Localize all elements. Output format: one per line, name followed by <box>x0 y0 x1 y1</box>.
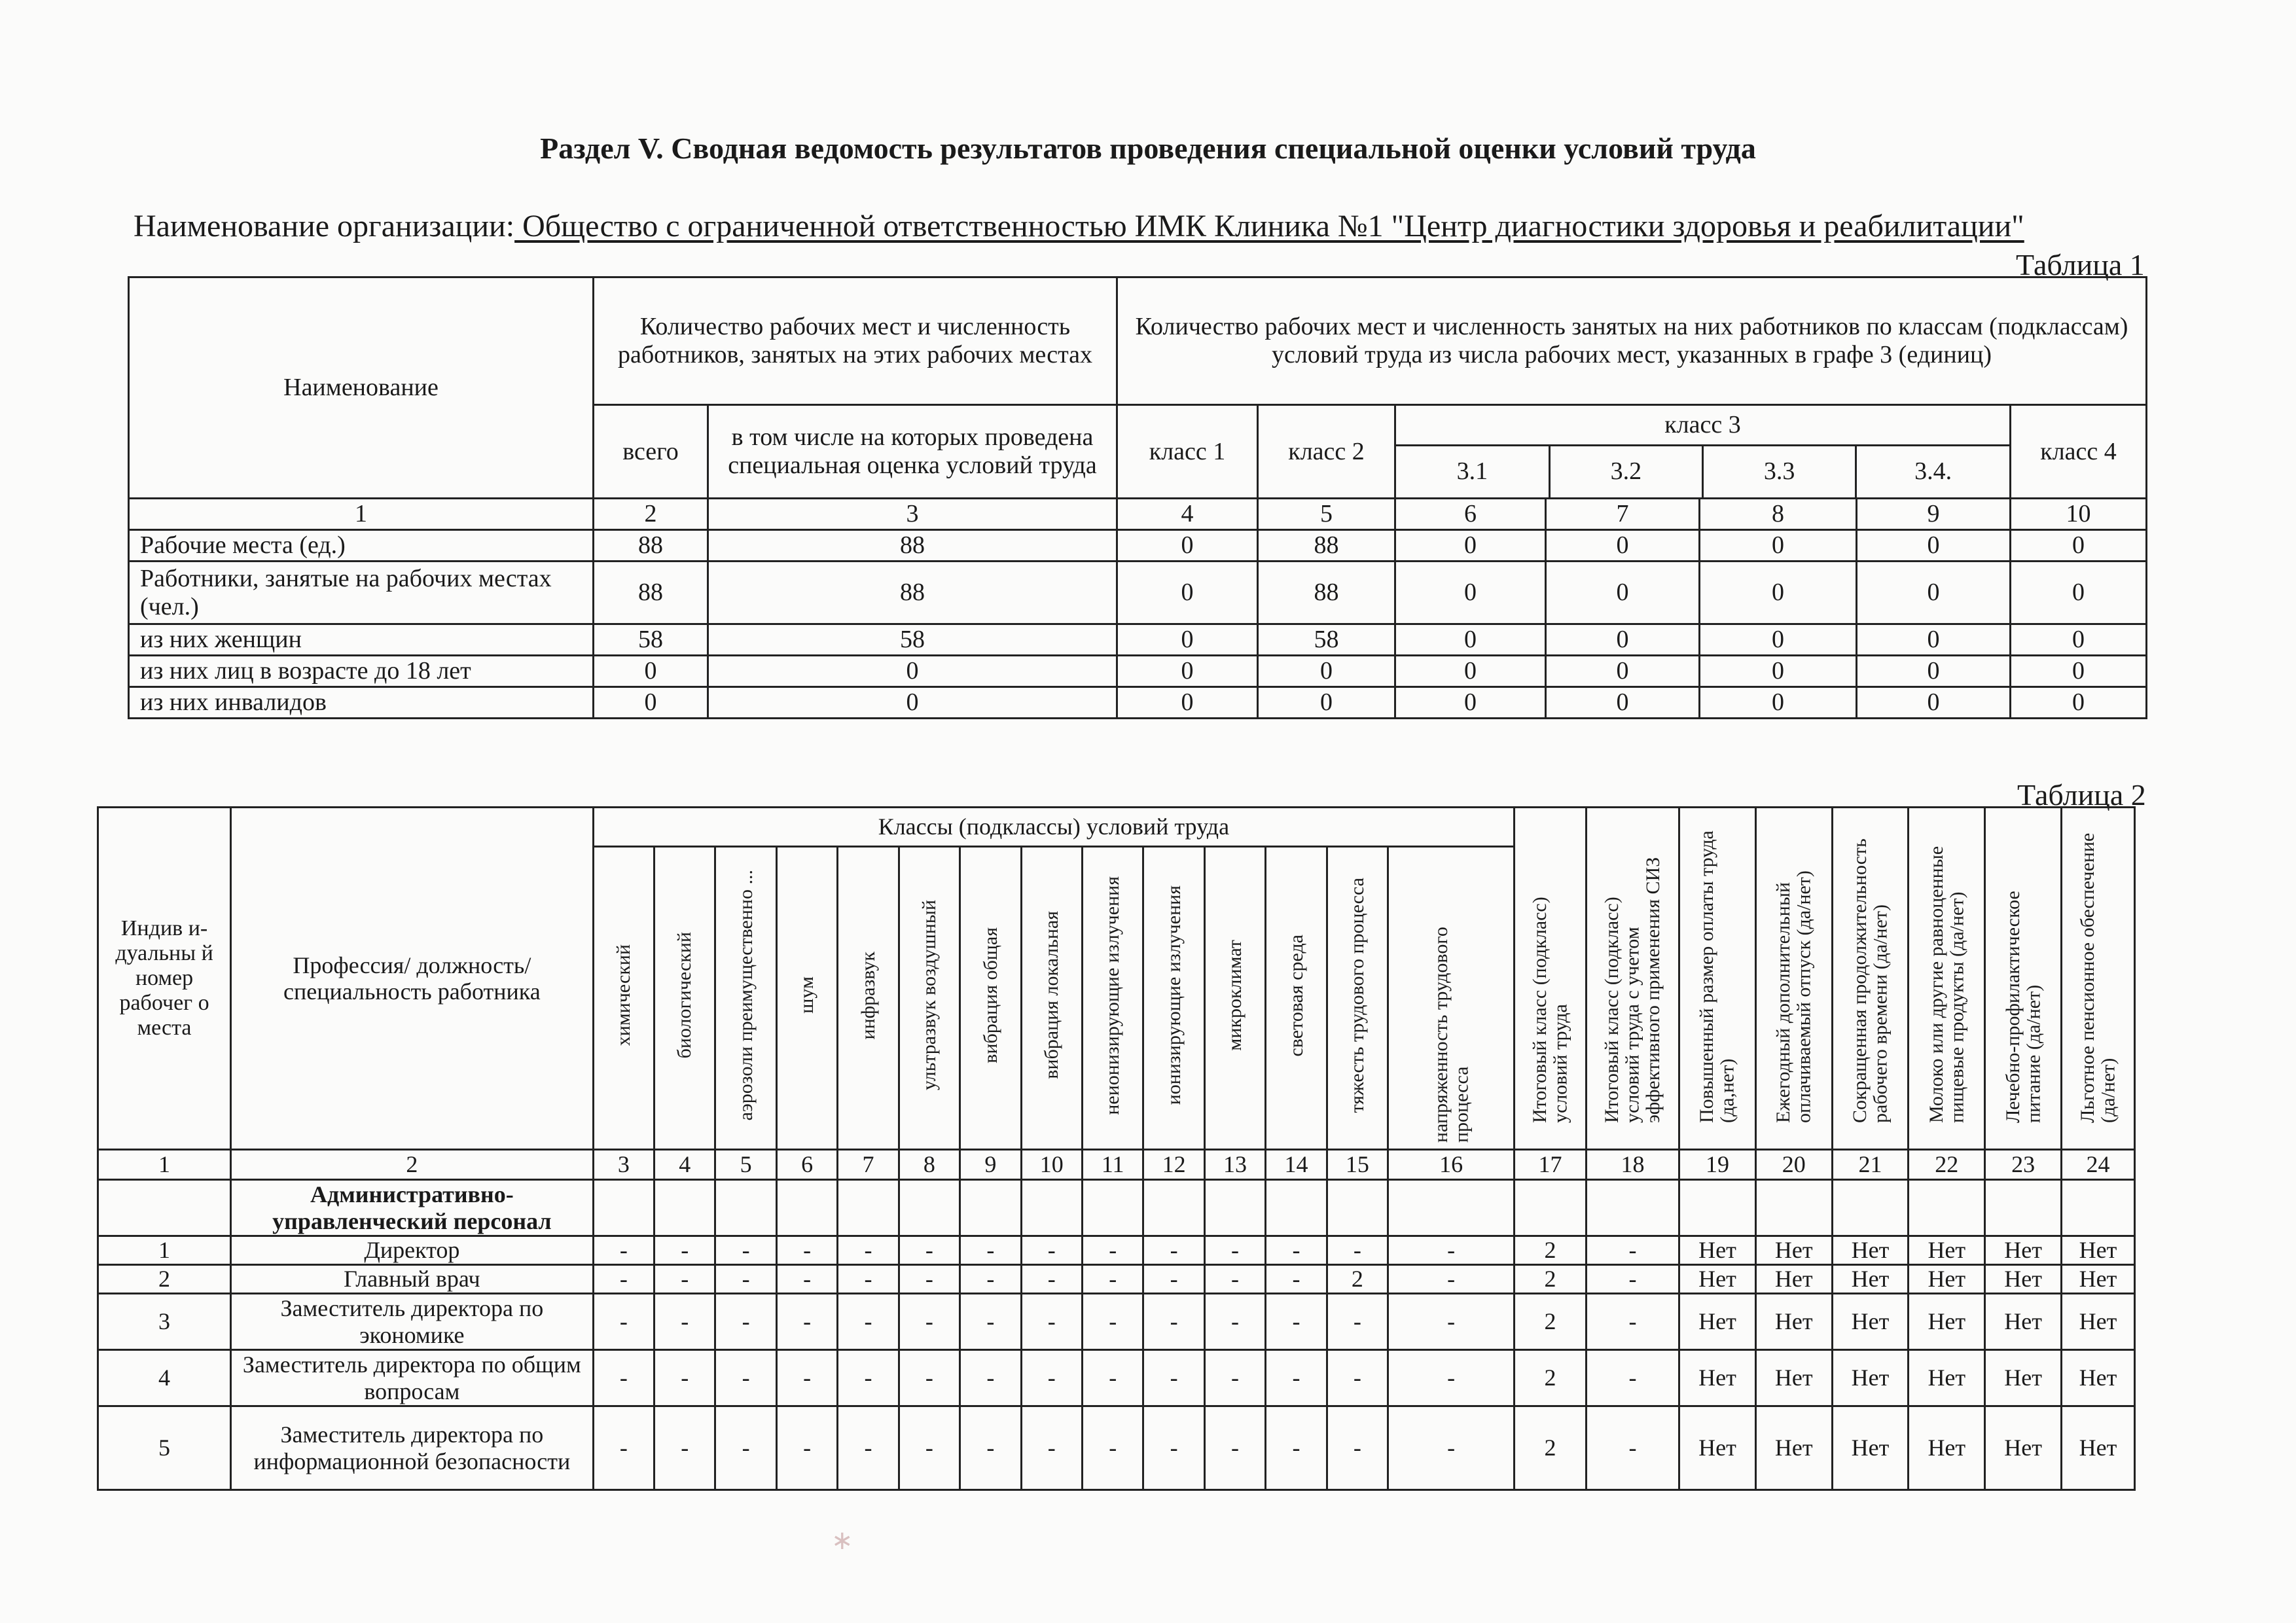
cell: Нет <box>2061 1236 2134 1265</box>
cell: 58 <box>708 624 1117 656</box>
header-profession: Профессия/ должность/ специальность работника <box>231 808 594 1150</box>
cell: - <box>593 1265 654 1294</box>
workplaces-table <box>97 806 2136 1491</box>
col-num: 2 <box>594 499 708 530</box>
factor-noise: шум <box>776 847 837 1150</box>
cell: - <box>960 1265 1021 1294</box>
cell: - <box>838 1294 899 1350</box>
cell: 88 <box>1258 530 1395 562</box>
header-class2: класс 2 <box>1258 405 1395 499</box>
summary-table <box>128 276 2147 719</box>
organization-name: Общество с ограниченной ответственностью ИМК Клиника №1 "Центр диагностики здоровья и реабилитации" <box>514 209 2024 243</box>
cell: 88 <box>1258 562 1395 624</box>
col-num: 20 <box>1755 1150 1832 1180</box>
cell: Нет <box>1679 1406 1756 1490</box>
col-num: 23 <box>1985 1150 2062 1180</box>
cell: - <box>899 1236 960 1265</box>
cell: 0 <box>1700 687 1857 719</box>
section-title: Административно- управленческий персонал <box>231 1180 594 1236</box>
cell: 0 <box>1395 562 1546 624</box>
header-class1: класс 1 <box>1117 405 1258 499</box>
cell: - <box>1266 1294 1327 1350</box>
cell: - <box>1586 1294 1679 1350</box>
cell: 0 <box>708 656 1117 687</box>
row-name: Работники, занятые на рабочих местах (чел.) <box>129 562 594 624</box>
cell: - <box>776 1350 837 1406</box>
header-sub-3-2: 3.2 <box>1549 445 1702 497</box>
cell: 0 <box>1546 656 1700 687</box>
cell: - <box>655 1294 715 1350</box>
header-reduced-hours: Сокращенная продолжительность рабочего времени (да/нет) <box>1832 808 1909 1150</box>
col-num: 21 <box>1832 1150 1909 1180</box>
col-num: 10 <box>2011 499 2147 530</box>
cell: - <box>776 1406 837 1490</box>
cell: - <box>776 1294 837 1350</box>
cell: 0 <box>1700 656 1857 687</box>
organization-label: Наименование организации: <box>134 209 515 243</box>
header-sub-3-4: 3.4. <box>1914 457 1952 486</box>
header-class4: класс 4 <box>2011 405 2147 499</box>
col-num: 9 <box>1857 499 2011 530</box>
cell: - <box>776 1265 837 1294</box>
col-num: 5 <box>715 1150 776 1180</box>
cell: - <box>1021 1294 1082 1350</box>
cell: 0 <box>1546 562 1700 624</box>
cell: 0 <box>1395 656 1546 687</box>
cell: 2 <box>1515 1236 1587 1265</box>
cell: - <box>1327 1236 1388 1265</box>
cell: 0 <box>1395 624 1546 656</box>
page-title: Раздел V. Сводная ведомость результатов проведения специальной оценки условий труда <box>540 132 1756 165</box>
table-row <box>129 687 2147 719</box>
col-num: 7 <box>1546 499 1700 530</box>
col-num: 13 <box>1204 1150 1265 1180</box>
col-num: 15 <box>1327 1150 1388 1180</box>
cell: Нет <box>1755 1294 1832 1350</box>
cell: - <box>1388 1406 1515 1490</box>
cell: Нет <box>2061 1350 2134 1406</box>
cell: - <box>1388 1236 1515 1265</box>
cell: 0 <box>1857 656 2011 687</box>
cell: - <box>1586 1350 1679 1406</box>
cell: - <box>1143 1406 1204 1490</box>
cell: - <box>593 1236 654 1265</box>
cell: - <box>1204 1350 1265 1406</box>
cell: 58 <box>594 624 708 656</box>
cell: 0 <box>2011 624 2147 656</box>
col-num: 19 <box>1679 1150 1756 1180</box>
cell: - <box>1143 1236 1204 1265</box>
cell: Нет <box>1985 1350 2062 1406</box>
cell: - <box>655 1406 715 1490</box>
cell: 2 <box>1515 1406 1587 1490</box>
cell: 0 <box>1117 687 1258 719</box>
header-increased-pay: Повышенный размер оплаты труда (да,нет) <box>1679 808 1756 1150</box>
cell: 0 <box>1546 624 1700 656</box>
column-numbers-row <box>129 499 2147 530</box>
cell: Нет <box>1679 1236 1756 1265</box>
header-assessed: в том числе на которых проведена специальная оценка условий труда <box>708 405 1117 499</box>
cell: 0 <box>1700 624 1857 656</box>
cell: 0 <box>1857 624 2011 656</box>
cell: Нет <box>1755 1406 1832 1490</box>
profession-name: Директор <box>231 1236 594 1265</box>
col-num: 17 <box>1515 1150 1587 1180</box>
cell: Нет <box>1679 1265 1756 1294</box>
cell: - <box>838 1265 899 1294</box>
factor-microclimate: микроклимат <box>1204 847 1265 1150</box>
cell: Нет <box>2061 1265 2134 1294</box>
cell: - <box>899 1265 960 1294</box>
cell: Нет <box>1909 1350 1985 1406</box>
cell: 0 <box>1117 562 1258 624</box>
cell: Нет <box>1985 1406 2062 1490</box>
cell: - <box>715 1265 776 1294</box>
table-row <box>98 1350 2135 1406</box>
cell: Нет <box>1755 1350 1832 1406</box>
table-row <box>98 1236 2135 1265</box>
cell: - <box>1082 1350 1143 1406</box>
col-num: 3 <box>708 499 1117 530</box>
cell: - <box>838 1406 899 1490</box>
cell: - <box>1143 1265 1204 1294</box>
cell: - <box>655 1236 715 1265</box>
cell: Нет <box>2061 1294 2134 1350</box>
cell: - <box>1082 1236 1143 1265</box>
col-num: 9 <box>960 1150 1021 1180</box>
factor-aerosols: аэрозоли преимущественно ... <box>715 847 776 1150</box>
cell: - <box>1204 1406 1265 1490</box>
profession-name: Главный врач <box>231 1265 594 1294</box>
cell: 88 <box>708 530 1117 562</box>
cell: 88 <box>708 562 1117 624</box>
cell: 0 <box>1117 624 1258 656</box>
cell: Нет <box>1832 1236 1909 1265</box>
header-sub-3-3: 3.3 <box>1703 445 1856 497</box>
cell: - <box>593 1350 654 1406</box>
cell: Нет <box>1832 1350 1909 1406</box>
header-workplace-id: Индив и- дуальны й номер рабочег о места <box>98 808 231 1150</box>
cell: 0 <box>1857 687 2011 719</box>
col-num: 16 <box>1388 1150 1515 1180</box>
cell: - <box>1082 1265 1143 1294</box>
cell: - <box>960 1350 1021 1406</box>
table-row <box>98 1294 2135 1350</box>
factor-severity: тяжесть трудового процесса <box>1327 847 1388 1150</box>
cell: 0 <box>2011 656 2147 687</box>
col-num: 5 <box>1258 499 1395 530</box>
cell: 0 <box>1857 562 2011 624</box>
cell: 0 <box>1700 562 1857 624</box>
cell: - <box>1388 1350 1515 1406</box>
factor-infrasound: инфразвук <box>838 847 899 1150</box>
cell: - <box>715 1294 776 1350</box>
col-num: 12 <box>1143 1150 1204 1180</box>
table-row <box>129 562 2147 624</box>
factor-light: световая среда <box>1266 847 1327 1150</box>
col-num: 3 <box>593 1150 654 1180</box>
cell: - <box>1021 1265 1082 1294</box>
cell: Нет <box>1832 1294 1909 1350</box>
header-pension: Льготное пенсионное обеспечение (да/нет) <box>2061 808 2134 1150</box>
cell: - <box>1266 1350 1327 1406</box>
factor-chemical: химический <box>593 847 654 1150</box>
header-extra-leave: Ежегодный дополнительный оплачиваемый отпуск (да/нет) <box>1755 808 1832 1150</box>
table-row <box>129 656 2147 687</box>
table-row <box>98 1265 2135 1294</box>
workplace-id: 1 <box>98 1236 231 1265</box>
cell: Нет <box>1832 1406 1909 1490</box>
workplace-id: 5 <box>98 1406 231 1490</box>
cell: - <box>899 1294 960 1350</box>
factor-nonionizing: неионизирующие излучения <box>1082 847 1143 1150</box>
cell: Нет <box>1679 1294 1756 1350</box>
table-row <box>98 1406 2135 1490</box>
col-num: 8 <box>899 1150 960 1180</box>
header-milk: Молоко или другие равноценные пищевые продукты (да/нет) <box>1909 808 1985 1150</box>
cell: Нет <box>1909 1236 1985 1265</box>
organization-line <box>134 208 2024 244</box>
header-sub-3-1: 3.1 <box>1396 445 1549 497</box>
cell: 0 <box>1857 530 2011 562</box>
cell: - <box>776 1236 837 1265</box>
col-num: 10 <box>1021 1150 1082 1180</box>
cell: - <box>960 1294 1021 1350</box>
cell: Нет <box>1755 1265 1832 1294</box>
table-row <box>129 530 2147 562</box>
cell: 0 <box>1546 530 1700 562</box>
section-row <box>98 1180 2135 1236</box>
cell: 0 <box>1117 656 1258 687</box>
col-num: 4 <box>1117 499 1258 530</box>
col-num: 1 <box>129 499 594 530</box>
col-num: 24 <box>2061 1150 2134 1180</box>
cell: - <box>960 1236 1021 1265</box>
cell: 0 <box>1117 530 1258 562</box>
workplace-id: 2 <box>98 1265 231 1294</box>
cell: - <box>1204 1236 1265 1265</box>
workplace-id: 3 <box>98 1294 231 1350</box>
workplace-id: 4 <box>98 1350 231 1406</box>
cell: 0 <box>1395 530 1546 562</box>
cell: - <box>1021 1406 1082 1490</box>
header-final-class: Итоговый класс (подкласс) условий труда <box>1515 808 1587 1150</box>
cell: - <box>1266 1236 1327 1265</box>
factor-ultrasound: ультразвук воздушный <box>899 847 960 1150</box>
cell: 0 <box>1258 656 1395 687</box>
cell: 58 <box>1258 624 1395 656</box>
col-num: 22 <box>1909 1150 1985 1180</box>
cell: - <box>838 1350 899 1406</box>
cell: - <box>1143 1294 1204 1350</box>
cell: 2 <box>1515 1294 1587 1350</box>
cell: Нет <box>1985 1236 2062 1265</box>
cell: - <box>1327 1406 1388 1490</box>
cell: - <box>1388 1265 1515 1294</box>
cell: 0 <box>1700 530 1857 562</box>
row-name: из них лиц в возрасте до 18 лет <box>129 656 594 687</box>
cell: 0 <box>594 656 708 687</box>
header-therapeutic-food: Лечебно-профилактическое питание (да/нет) <box>1985 808 2062 1150</box>
cell: Нет <box>1909 1265 1985 1294</box>
cell: 0 <box>1258 687 1395 719</box>
cell: - <box>715 1350 776 1406</box>
cell: Нет <box>1679 1350 1756 1406</box>
cell: - <box>593 1406 654 1490</box>
cell: - <box>655 1265 715 1294</box>
cell: - <box>1204 1265 1265 1294</box>
col-num: 7 <box>838 1150 899 1180</box>
header-classes-group: Количество рабочих мест и численность занятых на них работников по классам (подклассам) условий труда из числа рабочих мест, указанных в графе 3 (единиц) <box>1117 277 2147 405</box>
cell: Нет <box>1755 1236 1832 1265</box>
cell: 88 <box>594 530 708 562</box>
profession-name: Заместитель директора по общим вопросам <box>231 1350 594 1406</box>
factor-biological: биологический <box>655 847 715 1150</box>
table1-label: Таблица 1 <box>2016 248 2145 281</box>
cell: 0 <box>1395 687 1546 719</box>
faint-mark: ∗ <box>831 1525 853 1555</box>
factor-ionizing: ионизирующие излучения <box>1143 847 1204 1150</box>
header-name: Наименование <box>129 277 594 499</box>
col-num: 4 <box>655 1150 715 1180</box>
cell: Нет <box>1909 1294 1985 1350</box>
table-row <box>129 624 2147 656</box>
header-final-class-siz: Итоговый класс (подкласс) условий труда с учетом эффективного применения СИЗ <box>1586 808 1679 1150</box>
cell: 2 <box>1515 1265 1587 1294</box>
col-num: 6 <box>776 1150 837 1180</box>
cell: - <box>1327 1350 1388 1406</box>
cell: - <box>899 1406 960 1490</box>
cell: 0 <box>2011 562 2147 624</box>
cell: - <box>715 1236 776 1265</box>
cell: - <box>1388 1294 1515 1350</box>
col-num: 1 <box>98 1150 231 1180</box>
col-num: 18 <box>1586 1150 1679 1180</box>
cell: Нет <box>2061 1406 2134 1490</box>
cell: 0 <box>2011 530 2147 562</box>
column-numbers-row <box>98 1150 2135 1180</box>
cell: 0 <box>708 687 1117 719</box>
factor-vibration-local: вибрация локальная <box>1021 847 1082 1150</box>
cell: - <box>593 1294 654 1350</box>
factor-vibration-general: вибрация общая <box>960 847 1021 1150</box>
cell: - <box>1586 1236 1679 1265</box>
header-workplaces-group: Количество рабочих мест и численность работников, занятых на этих рабочих местах <box>594 277 1117 405</box>
cell: - <box>1082 1406 1143 1490</box>
cell: Нет <box>1909 1406 1985 1490</box>
cell: - <box>715 1406 776 1490</box>
cell: 0 <box>594 687 708 719</box>
cell: - <box>1021 1236 1082 1265</box>
factor-intensity: напряженность трудового процесса <box>1388 847 1515 1150</box>
col-num: 6 <box>1395 499 1546 530</box>
cell: 2 <box>1327 1265 1388 1294</box>
row-name: из них инвалидов <box>129 687 594 719</box>
header-total: всего <box>594 405 708 499</box>
cell: - <box>655 1350 715 1406</box>
col-num: 2 <box>231 1150 594 1180</box>
cell: 0 <box>2011 687 2147 719</box>
col-num: 11 <box>1082 1150 1143 1180</box>
cell: - <box>899 1350 960 1406</box>
cell: Нет <box>1985 1294 2062 1350</box>
profession-name: Заместитель директора по информационной безопасности <box>231 1406 594 1490</box>
col-num: 14 <box>1266 1150 1327 1180</box>
cell: Нет <box>1985 1265 2062 1294</box>
cell: - <box>1327 1294 1388 1350</box>
cell: - <box>1082 1294 1143 1350</box>
cell: - <box>1021 1350 1082 1406</box>
cell: - <box>1143 1350 1204 1406</box>
cell: - <box>1266 1265 1327 1294</box>
cell: - <box>838 1236 899 1265</box>
cell: - <box>1586 1406 1679 1490</box>
row-name: Рабочие места (ед.) <box>129 530 594 562</box>
cell: - <box>960 1406 1021 1490</box>
cell: 2 <box>1515 1350 1587 1406</box>
profession-name: Заместитель директора по экономике <box>231 1294 594 1350</box>
row-name: из них женщин <box>129 624 594 656</box>
col-num: 8 <box>1700 499 1857 530</box>
cell: - <box>1204 1294 1265 1350</box>
cell: - <box>1586 1265 1679 1294</box>
header-class3: класс 3 <box>1396 406 2009 445</box>
header-classes-group: Классы (подклассы) условий труда <box>593 808 1515 847</box>
cell: 88 <box>594 562 708 624</box>
table2-label: Таблица 2 <box>2017 778 2146 812</box>
cell: 0 <box>1546 687 1700 719</box>
cell: Нет <box>1832 1265 1909 1294</box>
cell: - <box>1266 1406 1327 1490</box>
